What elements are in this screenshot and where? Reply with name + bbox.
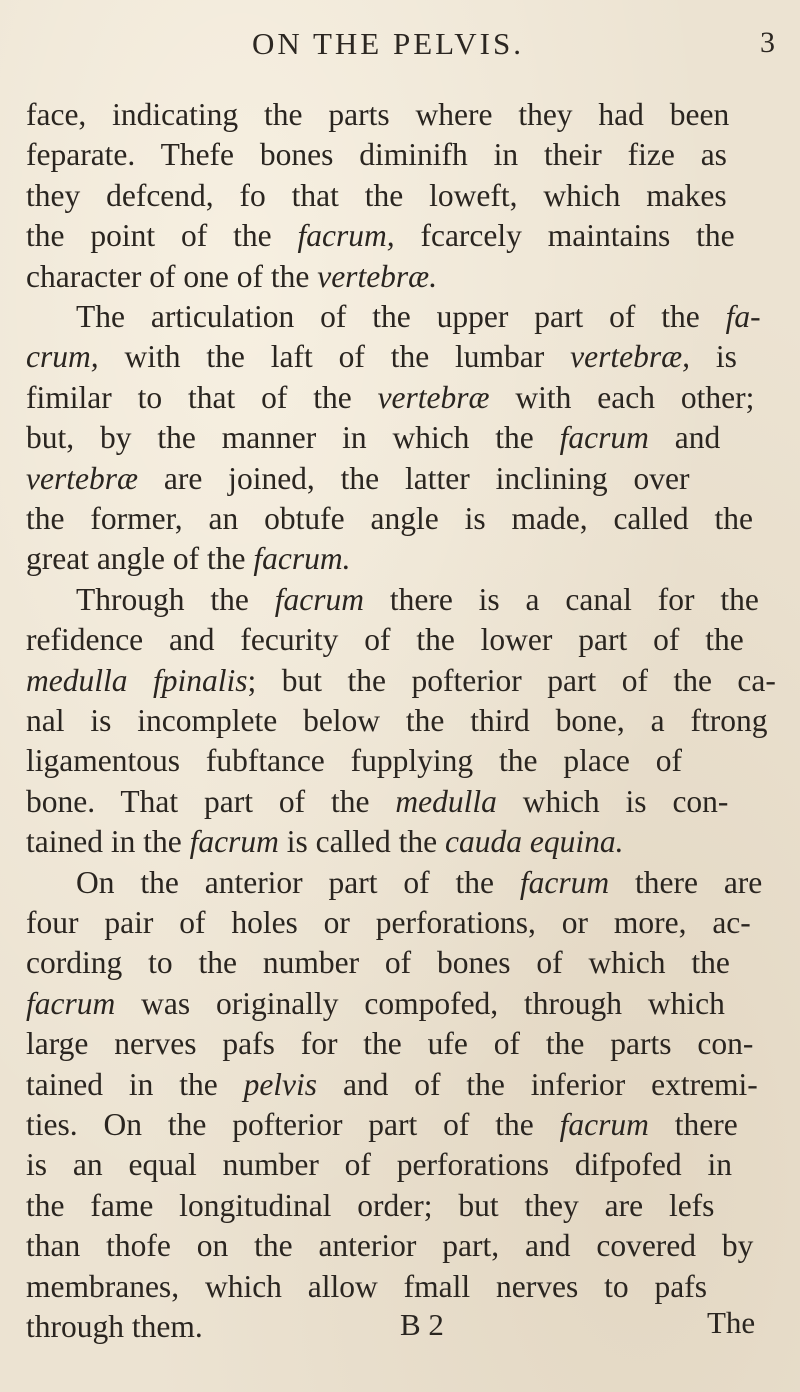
- line-text: tained in the: [26, 824, 190, 860]
- italic-text: fa-: [725, 299, 761, 334]
- text-line: [26, 1307, 203, 1347]
- text-line: [26, 95, 729, 135]
- italic-text: pelvis: [243, 1066, 318, 1102]
- text-line: [26, 135, 727, 175]
- text-line: [26, 782, 728, 822]
- line-text: and: [648, 420, 721, 456]
- text-line: [26, 741, 682, 781]
- text-line: [76, 297, 761, 337]
- text-line: [26, 1024, 753, 1064]
- text-line: [26, 1267, 707, 1307]
- line-text: with the laft of the lumbar: [98, 339, 571, 375]
- text-line: [26, 1065, 758, 1105]
- text-line: [26, 459, 689, 499]
- text-line: [26, 701, 767, 741]
- line-text: refidence and fecurity of the lower part of the: [26, 622, 744, 658]
- line-text: and of the inferior extremi-: [317, 1066, 758, 1102]
- text-line: [26, 257, 437, 297]
- line-text: is an equal number of perforations difpofed in: [26, 1147, 732, 1183]
- line-text: ligamentous fubftance fupplying the place of: [26, 743, 682, 779]
- line-text: fimilar to that of the: [26, 379, 378, 415]
- line-text: which is con-: [496, 783, 729, 819]
- text-line: [26, 1186, 714, 1226]
- line-text: is: [690, 339, 737, 375]
- line-text: great angle of the: [26, 541, 254, 577]
- line-text: character of one of the: [26, 258, 318, 294]
- line-text: there: [648, 1107, 738, 1142]
- line-text: feparate. Thefe bones diminifh in their fize as: [26, 137, 727, 173]
- running-title: ON THE PELVIS.: [252, 26, 524, 61]
- line-text: membranes, which allow fmall nerves to pafs: [26, 1268, 707, 1304]
- text-line: [26, 1226, 753, 1266]
- text-line: [26, 176, 727, 216]
- line-text: is called the: [278, 824, 446, 860]
- text-line: [76, 580, 759, 620]
- line-text: fcarcely maintains the: [394, 218, 735, 254]
- text-line: [26, 903, 751, 943]
- line-text: are joined, the latter inclining over: [137, 460, 690, 496]
- italic-text: facrum: [274, 581, 364, 617]
- italic-text: crum,: [26, 339, 99, 375]
- text-line: [26, 1145, 732, 1185]
- line-text: they defcend, fo that the loweft, which makes: [26, 177, 727, 213]
- line-text: face, indicating the parts where they had been: [26, 97, 730, 132]
- text-line: [26, 822, 624, 862]
- signature-mark: B 2: [400, 1307, 444, 1342]
- italic-text: facrum: [189, 824, 279, 860]
- line-text: large nerves pafs for the ufe of the parts con-: [26, 1026, 754, 1062]
- line-text: The articulation of the upper part of the: [76, 299, 726, 334]
- text-line: [26, 539, 351, 579]
- text-line: [26, 620, 744, 660]
- italic-text: medulla fpinalis: [26, 662, 248, 698]
- text-line: [26, 1105, 738, 1145]
- line-text: the point of the: [26, 218, 298, 254]
- line-text: the former, an obtufe angle is made, called the: [26, 501, 753, 536]
- line-text: with each other;: [489, 379, 755, 415]
- italic-text: facrum: [559, 420, 649, 456]
- line-text: On the anterior part of the: [76, 864, 520, 900]
- text-line: [26, 984, 725, 1024]
- italic-text: vertebræ: [377, 379, 490, 415]
- line-text: there are: [609, 864, 763, 900]
- line-text: tained in the: [26, 1066, 244, 1102]
- line-text: than thofe on the anterior part, and covered by: [26, 1228, 754, 1264]
- italic-text: facrum,: [297, 218, 395, 254]
- line-text: ties. On the pofterior part of the: [26, 1107, 560, 1142]
- line-text: was originally compofed, through which: [115, 985, 725, 1021]
- text-line: [26, 216, 735, 256]
- catchword: The: [707, 1305, 756, 1340]
- italic-text: facrum: [559, 1107, 649, 1142]
- italic-text: facrum.: [253, 541, 351, 577]
- text-line: [26, 378, 754, 418]
- line-text: ; but the pofterior part of the ca-: [247, 662, 776, 698]
- text-line: [26, 661, 776, 701]
- line-text: but, by the manner in which the: [26, 420, 560, 456]
- italic-text: cauda equina.: [445, 824, 624, 860]
- line-text: through them.: [26, 1309, 203, 1344]
- line-text: four pair of holes or perforations, or more, ac-: [26, 905, 751, 940]
- line-text: the fame longitudinal order; but they are lefs: [26, 1187, 715, 1223]
- text-line: [76, 863, 762, 903]
- page-number: 3: [760, 26, 775, 59]
- line-text: nal is incomplete below the third bone, a ftrong: [26, 703, 768, 738]
- italic-text: medulla: [395, 783, 497, 819]
- italic-text: vertebræ,: [570, 339, 691, 375]
- line-text: bone. That part of the: [26, 783, 396, 819]
- text-line: [26, 943, 730, 983]
- italic-text: vertebræ: [26, 460, 138, 496]
- text-line: [26, 337, 737, 377]
- line-text: Through the: [76, 581, 275, 617]
- italic-text: facrum: [26, 985, 116, 1021]
- line-text: cording to the number of bones of which the: [26, 945, 730, 981]
- text-line: [26, 418, 720, 458]
- italic-text: facrum: [519, 864, 610, 900]
- text-line: [26, 499, 753, 539]
- line-text: there is a canal for the: [363, 581, 759, 617]
- italic-text: vertebræ.: [317, 258, 438, 294]
